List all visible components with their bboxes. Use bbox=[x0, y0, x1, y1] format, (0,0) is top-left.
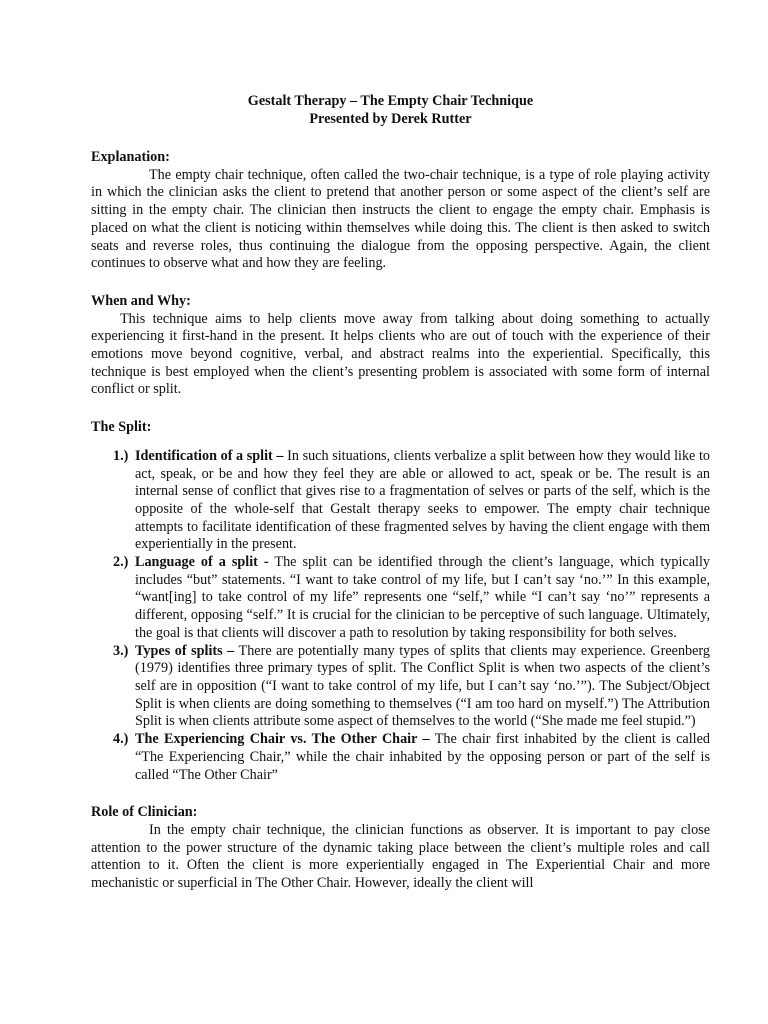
when-why-heading: When and Why: bbox=[91, 292, 191, 309]
title-line-1: Gestalt Therapy – The Empty Chair Technique bbox=[247, 93, 534, 109]
when-why-paragraph: This technique aims to help clients move away from talking about doing something to actually experiencing it first-hand in the present. It helps clients who are out of touch with the experience of their emotions move beyond cognitive, verbal, and abstract realms into the experiential. Specifically, this technique is best employed when the client’s presenting problem is associated with some form of internal conflict or split. bbox=[91, 310, 710, 398]
split-item-types bbox=[91, 643, 710, 732]
split-item-label: The Experiencing Chair vs. The Other Chair – bbox=[135, 731, 430, 748]
list-number: 3.) bbox=[113, 642, 129, 659]
split-item-text: There are potentially many types of splits that clients may experience. Greenberg (1979) identifies three primary types of split. The Conflict Split is when two aspects of the client’s self are in opposition (“I want to take control of my life, but I can’t say ‘no.’”). The Subject/Object Split is when clients are doing something to themselves (“I am too hard on myself.”) The Attribution Split is when clients attribute some aspect of themselves to the world (“She made me feel stupid.”) bbox=[135, 642, 710, 730]
explanation-paragraph: The empty chair technique, often called the two-chair technique, is a type of role playing activity in which the clinician asks the client to pretend that another person or some aspect of the client’s self are sitting in the empty chair. The clinician then instructs the client to engage the empty chair. Emphasis is placed on what the client is noticing within themselves while doing this. The client is then asked to switch seats and reverse roles, thus continuing the dialogue from the opposing perspective. Again, the client continues to observe what and how they are feeling. bbox=[91, 166, 710, 272]
split-item-label: Language of a split - bbox=[135, 554, 269, 571]
split-item-language bbox=[91, 554, 710, 643]
clinician-heading: Role of Clinician: bbox=[91, 804, 198, 821]
split-item-text: The chair first inhabited by the client is called “The Experiencing Chair,” while the chair inhabited by the opposing person or part of the self is called “The Other Chair” bbox=[135, 731, 710, 783]
list-number: 4.) bbox=[113, 731, 129, 748]
clinician-paragraph: In the empty chair technique, the clinician functions as observer. It is important to pay close attention to the power structure of the dynamic taking place between the client’s multiple roles and call attention to it. Often the client is more experientially engaged in The Experiential Chair and more mechanistic or superficial in The Other Chair. However, ideally the client will bbox=[91, 821, 710, 892]
document-title bbox=[71, 92, 710, 128]
split-item-chairs bbox=[91, 731, 710, 784]
list-number: 2.) bbox=[113, 554, 129, 571]
explanation-heading: Explanation: bbox=[91, 149, 170, 165]
split-item-text: In such situations, clients verbalize a split between how they would like to act, speak, or be and how they feel they are able or allowed to act, speak or be. The result is an internal sense of conflict that gives rise to a fragmentation of selves or parts of the self, which is the opposite of the whole-self that Gestalt therapy seeks to empower. The empty chair technique attempts to facilitate identification of these fragmented selves by having the client engage with them experientially in the present. bbox=[135, 447, 711, 553]
split-item-label: Types of splits – bbox=[135, 642, 235, 659]
split-list bbox=[91, 448, 710, 784]
split-heading: The Split: bbox=[91, 419, 152, 436]
split-item-text: The split can be identified through the client’s language, which typically includes “but” statements. “I want to take control of my life, but I can’t say ‘no.’” In this example, “want[ing] to take control of my life” represents one “self,” while “I can’t say ‘no’” represents a different, opposing “self.” It is crucial for the clinician to be perceptive of such language. Ultimately, the goal is that clients will discover a path to resolution by taking responsibility for both selves. bbox=[135, 554, 710, 641]
split-item-label: Identification of a split – bbox=[135, 447, 284, 464]
title-line-2: Presented by Derek Rutter bbox=[309, 111, 472, 127]
split-item-identification bbox=[91, 448, 710, 554]
list-number: 1.) bbox=[113, 447, 129, 464]
